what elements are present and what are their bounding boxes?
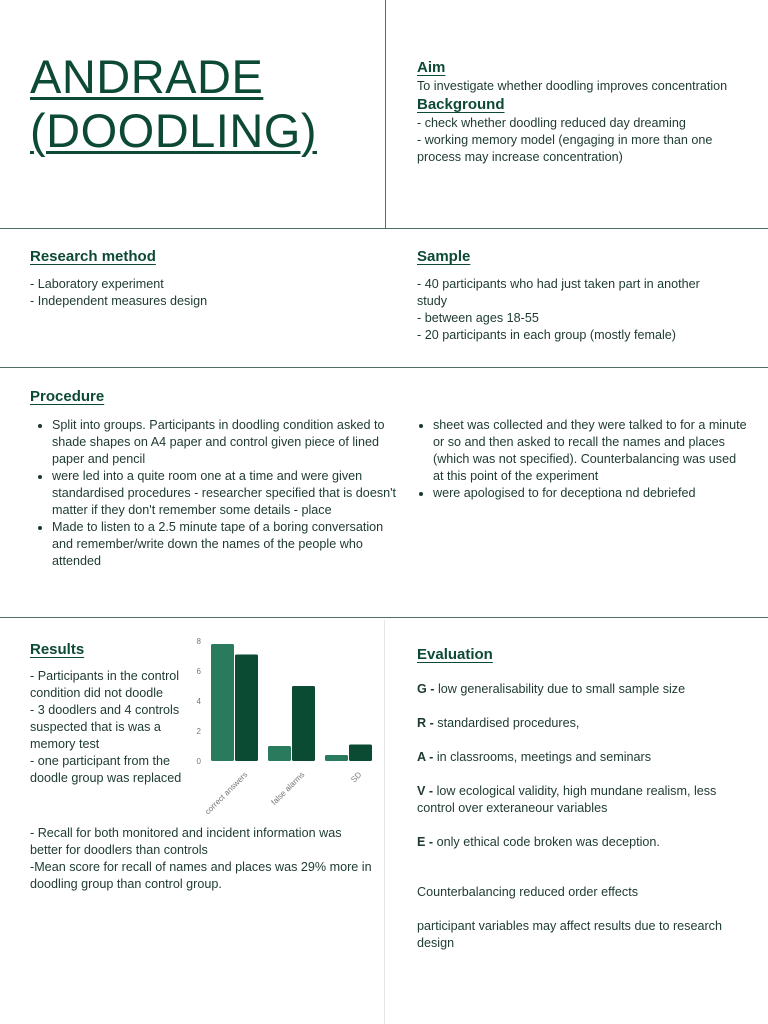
evaluation-item <box>417 783 737 817</box>
results-section <box>30 640 190 787</box>
y-tick-label: 6 <box>196 667 201 676</box>
procedure-list-right <box>411 417 748 502</box>
background-line: - working memory model (engaging in more than one process may increase concentration) <box>417 133 713 164</box>
evaluation-item <box>417 834 737 851</box>
divider <box>385 0 386 228</box>
sample-line: - between ages 18-55 <box>417 311 539 325</box>
y-tick-label: 0 <box>196 757 201 766</box>
results-line: -Mean score for recall of names and places was 29% more in doodling group than control group. <box>30 860 372 891</box>
method-line: - Independent measures design <box>30 294 208 308</box>
procedure-heading: Procedure <box>30 388 105 405</box>
bar-false-alarms-series-1 <box>268 746 291 761</box>
results-summary <box>30 825 375 893</box>
method-line: - Laboratory experiment <box>30 277 164 291</box>
list-item: • Made to listen to a 2.5 minute tape of a boring conversation and remember/write down the names of the people who attended <box>52 519 407 570</box>
evaluation-letter: R - <box>417 716 434 730</box>
evaluation-item <box>417 715 737 732</box>
evaluation-item <box>417 681 737 698</box>
list-item: • sheet was collected and they were talked to for a minute or so and then asked to recall the names and places (which was not specified). Counterbalancing was used at this point of the experiment <box>433 417 748 485</box>
divider <box>0 617 768 618</box>
evaluation-text: in classrooms, meetings and seminars <box>433 750 652 764</box>
procedure-heading-wrap <box>30 387 104 407</box>
divider <box>0 367 768 368</box>
evaluation-letter: G - <box>417 682 435 696</box>
title-line: ANDRADE <box>30 50 264 103</box>
y-tick-label: 4 <box>196 697 201 706</box>
x-tick-label: correct answers <box>203 770 250 817</box>
page-title <box>30 50 317 158</box>
sample-line: - 40 participants who had just taken part in another study <box>417 277 700 308</box>
results-line: - 3 doodlers and 4 controls suspected that is was a memory test <box>30 703 180 751</box>
aim-heading: Aim <box>417 59 446 76</box>
background-line: - check whether doodling reduced day dreaming <box>417 116 686 130</box>
evaluation-letter: E - <box>417 835 434 849</box>
procedure-list-left <box>30 417 407 570</box>
list-item: • were led into a quite room one at a time and were given standardised procedures - researcher specified that is doesn't matter if they don't remember some details - place <box>52 468 407 519</box>
aim-section <box>417 58 737 166</box>
evaluation-section <box>417 645 737 969</box>
evaluation-letter: V - <box>417 784 434 798</box>
results-line: - one participant from the doodle group was replaced <box>30 754 182 785</box>
y-tick-label: 8 <box>196 637 201 646</box>
bar-sd-series-1 <box>325 755 348 761</box>
bar-correct-answers-series-2 <box>235 655 258 762</box>
research-method-section <box>30 247 360 310</box>
y-tick-label: 2 <box>196 727 201 736</box>
x-tick-label: SD <box>349 770 364 785</box>
evaluation-letter: A - <box>417 750 434 764</box>
bar-false-alarms-series-2 <box>292 686 315 761</box>
evaluation-note: Counterbalancing reduced order effects <box>417 885 638 899</box>
title-line: (DOODLING) <box>30 104 317 157</box>
evaluation-text: only ethical code broken was deception. <box>433 835 660 849</box>
results-line: - Recall for both monitored and incident information was better for doodlers than controls <box>30 826 342 857</box>
evaluation-note: participant variables may affect results due to research design <box>417 919 722 950</box>
evaluation-text: low generalisability due to small sample size <box>434 682 686 696</box>
list-item: • were apologised to for deceptiona nd debriefed <box>433 485 748 502</box>
sample-heading: Sample <box>417 248 471 265</box>
evaluation-text: low ecological validity, high mundane realism, less control over exteraneour variables <box>417 784 717 815</box>
background-heading: Background <box>417 96 505 113</box>
results-heading: Results <box>30 641 85 658</box>
results-line: - Participants in the control condition did not doodle <box>30 669 180 700</box>
evaluation-heading: Evaluation <box>417 646 493 663</box>
aim-text: To investigate whether doodling improves concentration <box>417 79 728 93</box>
sample-line: - 20 participants in each group (mostly female) <box>417 328 676 342</box>
sample-section <box>417 247 727 344</box>
list-item: • Split into groups. Participants in doodling condition asked to shade shapes on A4 paper and control given piece of lined paper and pencil <box>52 417 407 468</box>
research-method-heading: Research method <box>30 248 156 265</box>
evaluation-item <box>417 749 737 766</box>
results-bar-chart <box>190 630 385 825</box>
bar-correct-answers-series-1 <box>211 644 234 761</box>
divider <box>0 228 768 229</box>
bar-sd-series-2 <box>349 745 372 762</box>
evaluation-text: standardised procedures, <box>433 716 580 730</box>
x-tick-label: false alarms <box>269 770 307 807</box>
